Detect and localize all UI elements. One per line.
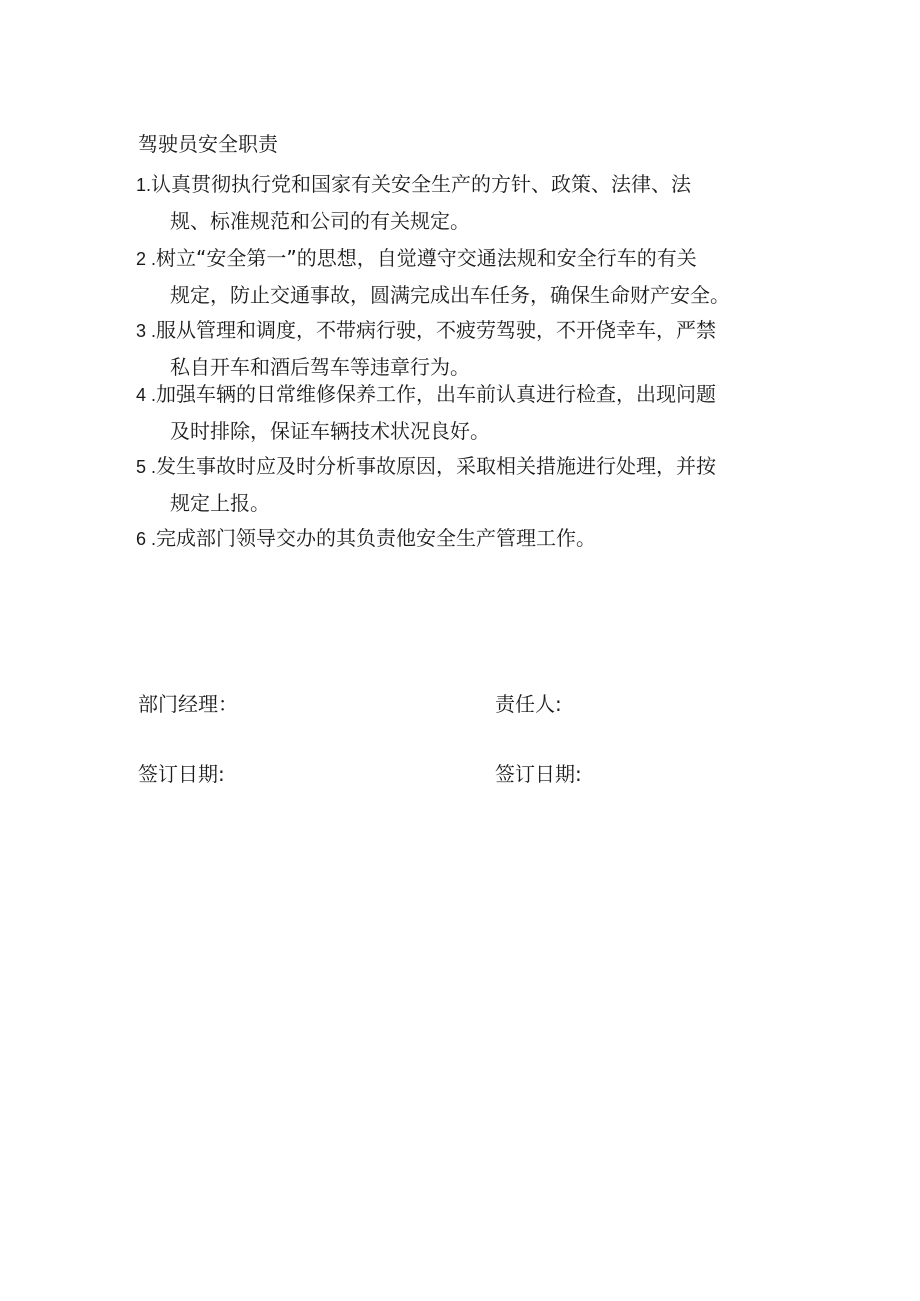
item-number: 2 . [136,249,157,269]
item-text-line2: 规定，防止交通事故，圆满完成出车任务，确保生命财产安全。 [170,283,730,307]
list-item [136,240,730,313]
sign-date-left-label: 签订日期: [138,762,225,786]
item-text-line2: 及时排除，保证车辆技术状况良好。 [170,419,490,443]
item-text-line2: 私自开车和酒后驾车等违章行为。 [170,355,470,379]
responsible-person-label: 责任人: [495,692,562,716]
item-number: 4 . [136,385,157,405]
sign-date-right-label: 签订日期: [495,762,582,786]
item-number: 1. [136,175,152,195]
item-text-line1: 发生事故时应及时分析事故原因，采取相关措施进行处理，并按 [156,454,717,478]
list-item [136,312,716,385]
item-number: 3 . [136,321,157,341]
item-number: 6 . [136,529,157,549]
list-item [136,448,716,521]
item-text-line1: 树立“安全第一”的思想，自觉遵守交通法规和安全行车的有关 [156,246,697,270]
item-number: 5 . [136,457,157,477]
list-item [136,166,691,239]
item-text-line2: 规定上报。 [170,491,270,515]
item-text-line1: 完成部门领导交办的其负责他安全生产管理工作。 [156,526,597,550]
item-text-line1: 加强车辆的日常维修保养工作，出车前认真进行检查，出现问题 [156,382,717,406]
document-title: 驾驶员安全职责 [138,132,278,156]
manager-label: 部门经理： [138,692,238,716]
list-item [136,520,596,557]
list-item [136,376,716,449]
item-text-line2: 规、标准规范和公司的有关规定。 [170,209,470,233]
item-text-line1: 服从管理和调度，不带病行驶，不疲劳驾驶，不开侥幸车，严禁 [156,318,717,342]
item-text-line1: 认真贯彻执行党和国家有关安全生产的方针、政策、法律、法 [151,172,692,196]
